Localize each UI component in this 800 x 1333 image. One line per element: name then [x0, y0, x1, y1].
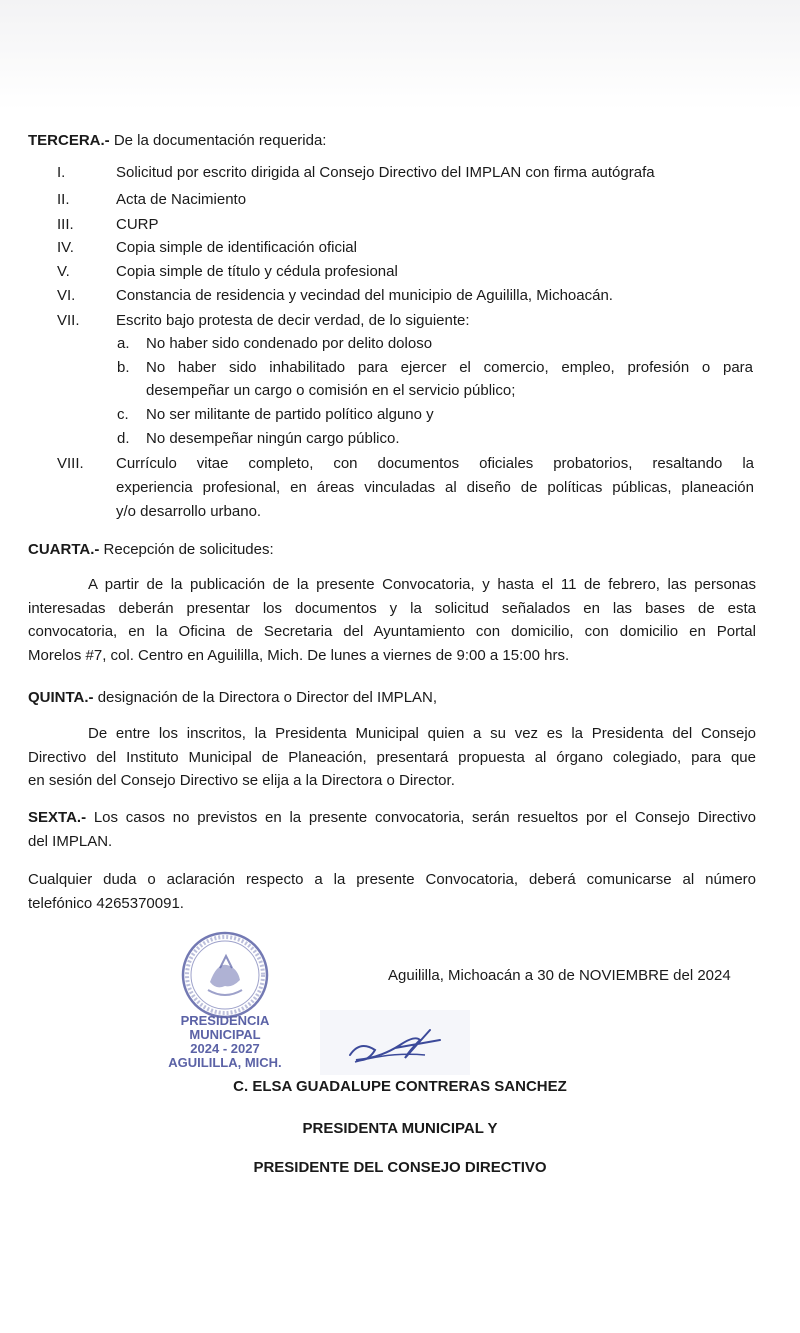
- seal-line: PRESIDENCIA: [180, 1013, 270, 1028]
- item-text: Currículo vitae completo, con documentos oficiales probatorios, resaltando la: [116, 455, 754, 472]
- item-text: CURP: [116, 216, 159, 233]
- paragraph-line: convocatoria, en la Oficina de Secretaria del Ayuntamiento con domicilio, con domicilio en Portal: [28, 623, 756, 640]
- section-label: SEXTA.-: [28, 809, 87, 826]
- item-number: IV.: [57, 239, 74, 256]
- item-number: VI.: [57, 287, 76, 304]
- seal-line: AGUILILLA, MICH.: [168, 1055, 282, 1070]
- section-quinta-heading: [28, 688, 437, 708]
- seal-line: 2024 - 2027: [190, 1041, 260, 1056]
- sub-item-text: No haber sido condenado por delito doloso: [146, 335, 433, 352]
- official-seal-icon: [180, 930, 270, 1020]
- paragraph-line: Morelos #7, col. Centro en Aguililla, Mich. De lunes a viernes de 9:00 a 15:00 hrs.: [28, 646, 570, 664]
- item-number: II.: [57, 191, 70, 208]
- item-number: I.: [57, 164, 66, 181]
- paragraph-line: en sesión del Consejo Directivo se elija a la Directora o Director.: [28, 772, 455, 789]
- section-label: CUARTA.-: [28, 541, 100, 558]
- paragraph-line: Directivo del Instituto Municipal de Planeación, presentará propuesta al órgano colegiado, para que: [28, 748, 756, 766]
- item-number: V.: [57, 263, 70, 280]
- paragraph-line: telefónico 4265370091.: [28, 894, 184, 912]
- paragraph-line: Cualquier duda o aclaración respecto a la presente Convocatoria, deberá comunicarse al número: [28, 871, 756, 888]
- item-text: Escrito bajo protesta de decir verdad, de lo siguiente:: [116, 312, 470, 329]
- section-title: designación de la Directora o Director del IMPLAN,: [93, 689, 438, 706]
- item-text: Solicitud por escrito dirigida al Consejo Directivo del IMPLAN con firma autógrafa: [116, 164, 655, 181]
- section-title: De la documentación requerida:: [109, 132, 327, 149]
- paragraph-line: interesadas deberán presentar los documentos y la solicitud señalados en las bases de esta: [28, 599, 756, 617]
- item-text: Constancia de residencia y vecindad del municipio de Aguililla, Michoacán.: [116, 287, 613, 304]
- paragraph-line: A partir de la publicación de la presente Convocatoria, y hasta el 11 de febrero, las personas: [88, 576, 756, 593]
- seal-line: MUNICIPAL: [189, 1027, 261, 1042]
- contact-paragraph: [28, 868, 756, 915]
- item-number: VII.: [57, 312, 80, 329]
- section-title: Recepción de solicitudes:: [99, 541, 274, 558]
- item-text: y/o desarrollo urbano.: [116, 503, 262, 520]
- sexta-line: del IMPLAN.: [28, 832, 113, 850]
- sub-item-letter: a.: [117, 335, 130, 352]
- sub-item-text: No haber sido inhabilitado para ejercer el comercio, empleo, profesión o para: [146, 359, 753, 376]
- section-sexta: [28, 806, 756, 853]
- section-tercera-heading: [28, 131, 326, 151]
- item-text: Copia simple de título y cédula profesional: [116, 263, 398, 280]
- signatory-name: C. ELSA GUADALUPE CONTRERAS SANCHEZ: [233, 1078, 567, 1095]
- sub-item-text: No desempeñar ningún cargo público.: [146, 430, 400, 447]
- signature-icon: [320, 1010, 470, 1075]
- scan-shadow: [0, 0, 800, 110]
- sub-item-text: No ser militante de partido político alguno y: [146, 406, 434, 423]
- sexta-line: [28, 806, 756, 830]
- signatory-title: PRESIDENTE DEL CONSEJO DIRECTIVO: [253, 1159, 547, 1176]
- item-number: VIII.: [57, 455, 84, 472]
- sub-item-letter: c.: [117, 406, 129, 423]
- quinta-paragraph: [28, 722, 756, 793]
- section-text: Los casos no previstos en la presente convocatoria, serán resueltos por el Consejo Directivo: [86, 809, 756, 826]
- item-text: Copia simple de identificación oficial: [116, 239, 357, 256]
- paragraph-line: De entre los inscritos, la Presidenta Municipal quien a su vez es la Presidenta del Consejo: [88, 725, 756, 742]
- signatory-title: PRESIDENTA MUNICIPAL Y: [302, 1120, 498, 1137]
- section-label: TERCERA.-: [28, 132, 110, 149]
- section-label: QUINTA.-: [28, 689, 94, 706]
- sub-item-letter: d.: [117, 430, 130, 447]
- section-cuarta-heading: [28, 540, 274, 560]
- cuarta-paragraph: [28, 573, 756, 667]
- item-number: III.: [57, 216, 74, 233]
- item-text: experiencia profesional, en áreas vinculadas al diseño de políticas públicas, planeación: [116, 479, 754, 496]
- sub-item-text: desempeñar un cargo o comisión en el servicio público;: [146, 382, 516, 399]
- document-date: Aguililla, Michoacán a 30 de NOVIEMBRE del 2024: [388, 967, 731, 984]
- seal-caption: [160, 1014, 290, 1070]
- sub-item-letter: b.: [117, 359, 130, 376]
- item-text: Acta de Nacimiento: [116, 191, 247, 208]
